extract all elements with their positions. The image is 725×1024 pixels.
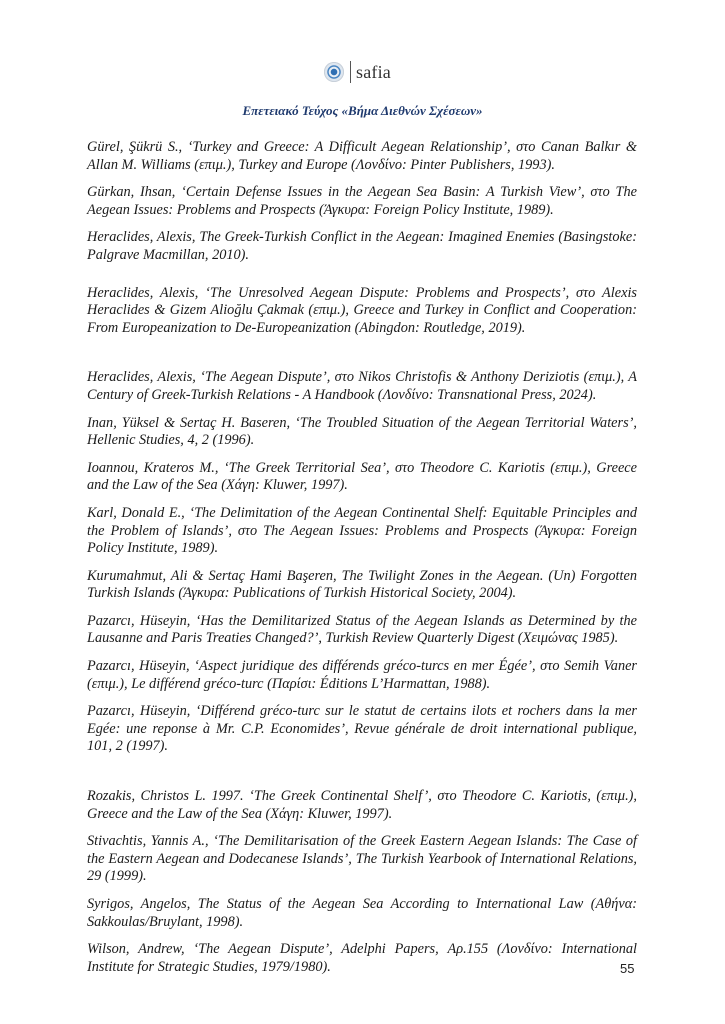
logo-text: safia — [356, 61, 391, 82]
reference-entry: Pazarcı, Hüseyin, ‘Has the Demilitarized Status of the Aegean Islands as Determined by the Lausanne and Paris Treaties Changed?’, Turkish Review Quarterly Digest (Χειμώνας 1985). — [87, 612, 637, 647]
reference-entry: Kurumahmut, Ali & Sertaç Hami Başeren, The Twilight Zones in the Aegean. (Un) Forgotten Turkish Islands (Άγκυρα: Publications of Turkish Historical Society, 2004). — [87, 567, 637, 602]
reference-entry: Heraclides, Alexis, ‘The Unresolved Aegean Dispute: Problems and Prospects’, στο Alexis Heraclides & Gizem Alioğlu Çakmak (επιμ.), Greece and Turkey in Conflict and Cooperation: From Europeanization to De-Europeanization (Abingdon: Routledge, 2019). — [87, 284, 637, 336]
reference-entry: Pazarcı, Hüseyin, ‘Différend gréco-turc sur le statut de certains ilots et rochers dans la mer Egée: une reponse à Mr. C.P. Economides’, Revue générale de droit international publique, 101, 2 (1997). — [87, 703, 637, 755]
page-number: 55 — [620, 961, 635, 976]
bibliography-list — [87, 139, 637, 986]
reference-entry: Stivachtis, Yannis A., ‘The Demilitarisation of the Greek Eastern Aegean Islands: The Case of the Eastern Aegean and Dodecanese Islands’, The Turkish Yearbook of International Relations, 29 (1999). — [87, 833, 637, 885]
reference-entry: Heraclides, Alexis, The Greek-Turkish Conflict in the Aegean: Imagined Enemies (Basingstoke: Palgrave Macmillan, 2010). — [87, 229, 637, 263]
reference-entry: Heraclides, Alexis, ‘The Aegean Dispute’, στο Nikos Christofis & Anthony Deriziotis (επιμ.), A Century of Greek-Turkish Relations - A Handbook (Λονδίνο: Transnational Press, 2024). — [87, 369, 637, 403]
reference-entry: Rozakis, Christos L. 1997. ‘The Greek Continental Shelf’, στο Theodore C. Kariotis, (επιμ.), Greece and the Law of the Sea (Χάγη: Kluwer, 1997). — [87, 788, 637, 822]
issue-title: Επετειακό Τεύχος «Βήμα Διεθνών Σχέσεων» — [242, 103, 483, 118]
reference-entry: Pazarcı, Hüseyin, ‘Aspect juridique des différends gréco-turcs en mer Égée’, στο Semih Vaner (επιμ.), Le différend gréco-turc (Παρίσι: Éditions L’Harmattan, 1988). — [87, 658, 637, 692]
reference-entry: Ioannou, Krateros M., ‘The Greek Territorial Sea’, στο Theodore C. Kariotis (επιμ.), Greece and the Law of the Sea (Χάγη: Kluwer, 1997). — [87, 459, 637, 494]
reference-entry: Gürkan, Ihsan, ‘Certain Defense Issues in the Aegean Sea Basin: A Turkish View’, στο The Aegean Issues: Problems and Prospects (Άγκυρα: Foreign Policy Institute, 1989). — [87, 184, 637, 218]
publisher-logo — [324, 58, 391, 86]
reference-entry: Karl, Donald E., ‘The Delimitation of the Aegean Continental Shelf: Equitable Principles and the Problem of Islands’, στο The Aegean Issues: Problems and Prospects (Άγκυρα: Foreign Policy Institute, 1989). — [87, 504, 637, 557]
reference-entry: Inan, Yüksel & Sertaç H. Baseren, ‘The Troubled Situation of the Aegean Territorial Waters’, Hellenic Studies, 4, 2 (1996). — [87, 414, 637, 449]
reference-entry: Syrigos, Angelos, The Status of the Aegean Sea According to International Law (Αθήνα: Sakkoulas/Bruylant, 1998). — [87, 896, 637, 930]
emblem-icon — [324, 62, 344, 82]
logo-divider — [350, 61, 351, 83]
reference-entry: Gürel, Şükrü S., ‘Turkey and Greece: A Difficult Aegean Relationship’, στο Canan Balkır & Allan M. Williams (επιμ.), Turkey and Europe (Λονδίνο: Pinter Publishers, 1993). — [87, 139, 637, 173]
reference-entry: Wilson, Andrew, ‘The Aegean Dispute’, Adelphi Papers, Αρ.155 (Λονδίνο: International Institute for Strategic Studies, 1979/1980). — [87, 941, 637, 975]
